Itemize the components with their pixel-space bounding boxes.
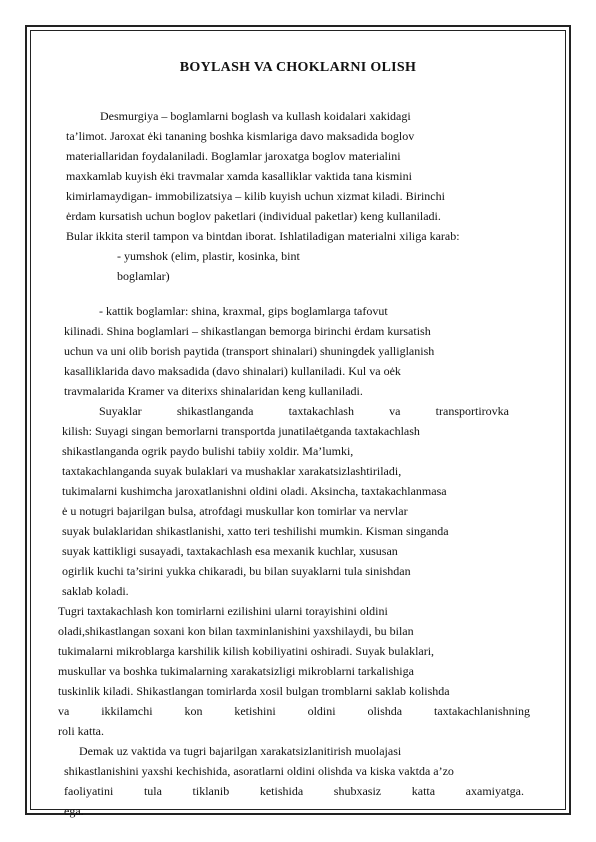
body-line: Demak uz vaktida va tugri bajarilgan xarakatsizlanitirish muolajasi [79, 744, 402, 758]
body-line: saklab koladi. [62, 584, 129, 598]
body-line: tuskinlik kiladi. Shikastlangan tomirlarda xosil bulgan tromblarni saklab kolishda [58, 684, 450, 698]
body-line: Bular ikkita steril tampon va bintdan iborat. Ishlatiladigan materialni xiliga karab: [66, 229, 460, 243]
body-line: roli katta. [58, 724, 104, 738]
body-line: shikastlanganda ogrik paydo bulishi tabiiy xoldir. Ma’lumki, [62, 444, 354, 458]
body-line: ega. [64, 804, 84, 818]
body-line: ta’limot. Jaroxat ėki tananing boshka kismlariga davo maksadida boglov [66, 129, 415, 143]
body-line: Tugri taxtakachlash kon tomirlarni ezilishini ularni torayishini oldini [58, 604, 388, 618]
body-line: kilinadi. Shina boglamlari – shikastlangan bemorga birinchi ėrdam kursatish [64, 324, 431, 338]
body-line: muskullar va boshka tukimalarning xarakatsizligi mikroblarni tarkalishiga [58, 664, 414, 678]
body-line: faoliyatini tula tiklanib ketishida shubxasiz katta axamiyatga. [64, 784, 524, 798]
body-line: travmalarida Kramer va diterixs shinalaridan keng kullaniladi. [64, 384, 363, 398]
body-line: suyak bulaklaridan shikastlanishi, xatto teri teshilishi mumkin. Kisman singanda [62, 524, 449, 538]
body-line: Desmurgiya – boglamlarni boglash va kullash koidalari xakidagi [100, 109, 411, 123]
body-line: kasalliklarida davo maksadida (davo shinalari) kullaniladi. Kul va oėk [64, 364, 401, 378]
body-line: suyak kattikligi susayadi, taxtakachlash esa mexanik kuchlar, xususan [62, 544, 398, 558]
body-line: ė u notugri bajarilgan bulsa, atrofdagi muskullar kon tomirlar va nervlar [62, 504, 408, 518]
document-title: BOYLASH VA CHOKLARNI OLISH [179, 60, 417, 75]
body-line: kimirlamaydigan- immobilizatsiya – kilib kuyish uchun xizmat kiladi. Birinchi [66, 189, 445, 203]
body-line: ėrdam kursatish uchun boglov paketlari (individual paketlar) keng kullaniladi. [66, 209, 441, 223]
body-line: - kattik boglamlar: shina, kraxmal, gips boglamlarga tafovut [99, 304, 388, 318]
body-line: shikastlanishini yaxshi kechishida, asoratlarni oldini olishda va kiska vaktda a’zo [64, 764, 454, 778]
body-line: kilish: Suyagi singan bemorlarni transportda junatilaėtganda taxtakachlash [62, 424, 420, 438]
body-line: ogirlik kuchi ta’sirini yukka chikaradi, bu bilan suyaklarni tula sinishdan [62, 564, 411, 578]
body-line: materiallaridan foydalaniladi. Boglamlar jaroxatga boglov materialini [66, 149, 401, 163]
body-line: va ikkilamchi kon ketishini oldini olishda taxtakachlanishning [58, 704, 530, 718]
body-line: tukimalarni kushimcha jaroxatlanishni oldini oladi. Aksincha, taxtakachlanmasa [62, 484, 447, 498]
body-line: taxtakachlanganda suyak bulaklari va mushaklar xarakatsizlashtiriladi, [62, 464, 402, 478]
body-line: tukimalarni mikroblarga karshilik kilish kobiliyatini oshiradi. Suyak bulaklari, [58, 644, 435, 658]
body-line: uchun va uni olib borish paytida (transport shinalari) shuningdek yalliglanish [64, 344, 435, 358]
body-line: boglamlar) [117, 269, 170, 283]
body-line: - yumshok (elim, plastir, kosinka, bint [117, 249, 300, 263]
body-line: Suyaklar shikastlanganda taxtakachlash va transportirovka [99, 404, 509, 418]
body-line: oladi,shikastlangan soxani kon bilan taxminlanishini yaxshilaydi, bu bilan [58, 624, 414, 638]
body-line: maxkamlab kuyish ėki travmalar xamda kasalliklar vaktida tana kismini [66, 169, 412, 183]
